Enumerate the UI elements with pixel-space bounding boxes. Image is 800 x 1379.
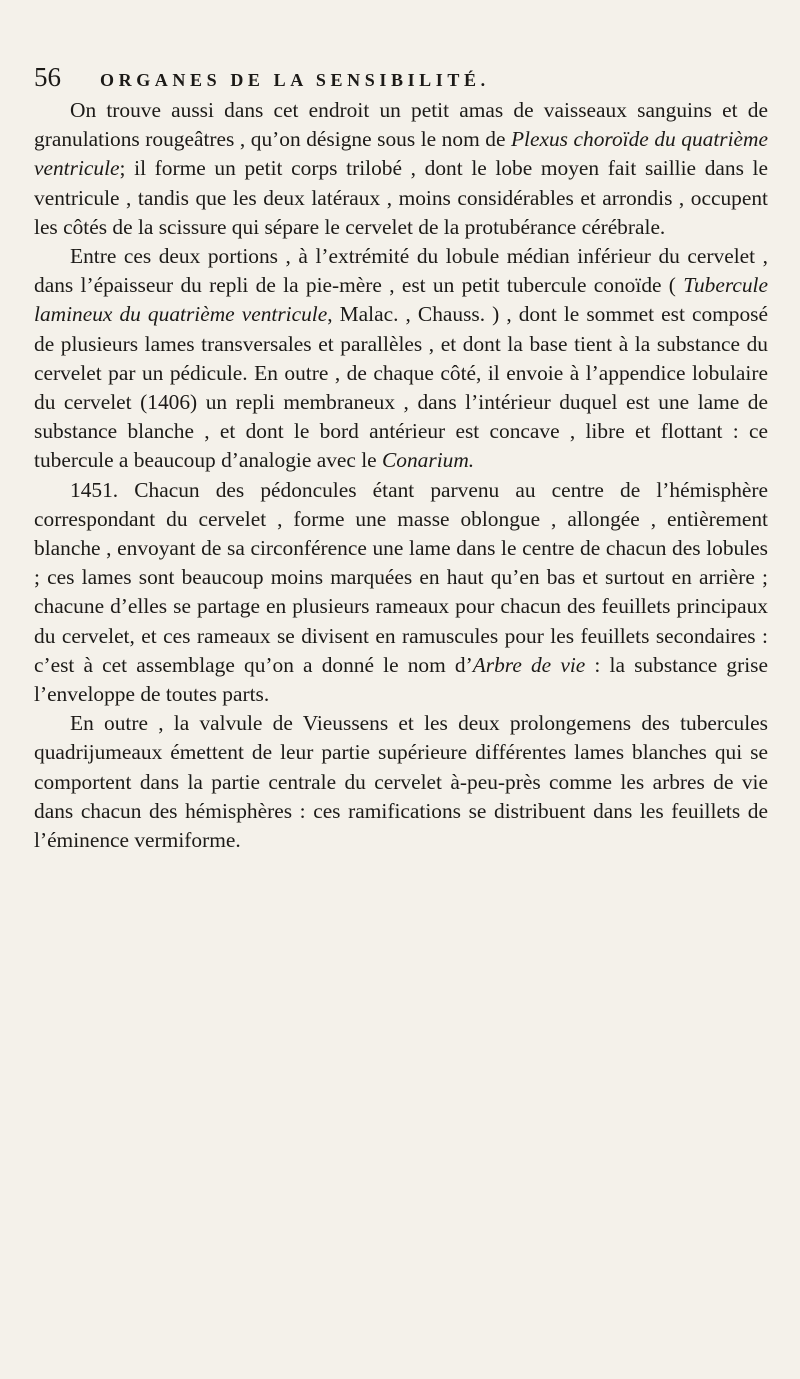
paragraph [34,709,768,855]
page-header [34,62,754,93]
text-segment: , Malac. , Chauss. ) , dont le sommet est composé de plusieurs lames transversales et parallèles , et dont la base tient à la substance du cervelet par un pédicule. En outre , de chaque côté, il envoie à l’appendice lobulaire du cervelet (1406) un repli membraneux , dans l’intérieur duquel est une lame de substance blanche , et dont le bord antérieur est concave , libre et flottant : ce tubercule a beaucoup d’analogie avec le [34,302,768,473]
italic-term: Plexus choroïde du quatrième ventricule [34,127,768,181]
text-segment: 1451. Chacun des pédoncules étant parvenu au centre de l’hémisphère correspondant du cervelet , forme une masse oblongue , allongée , entièrement blanche , envoyant de sa circonférence une lame dans le centre de chacun des lobules ; ces lames sont beaucoup moins marquées en haut qu’en bas et surtout en arrière ; chacune d’elles se partage en plusieurs rameaux pour chacun des feuillets principaux du cervelet, et ces rameaux se divisent en ramuscules pour les feuillets secondaires : c’est à cet assemblage qu’on a donné le nom d’ [34,477,768,677]
text-segment: Entre ces deux portions , à l’extrémité du lobule médian inférieur du cervelet , dans l’épaisseur du repli de la pie-mère , est un petit tubercule conoïde ( [34,244,768,298]
text-segment: : la substance grise l’enveloppe de toutes parts. [34,652,768,707]
paragraph [34,96,768,242]
text-segment: En outre , la valvule de Vieussens et les deux prolongemens des tubercules quadrijumeaux émettent de leur partie supérieure différentes lames blanches qui se comportent dans la partie centrale du cervelet à-peu-près comme les arbres de vie dans chacun des hémisphères : ces ramifications se distribuent dans les feuillets de l’éminence vermiforme. [34,711,768,853]
body-text [34,96,768,855]
paragraph [34,476,768,710]
text-segment: ; il forme un petit corps trilobé , dont le lobe moyen fait saillie dans le ventricule , tandis que les deux latéraux , moins considérables et arrondis , occupent les côtés de la scissure qui sépare le cervelet de la protubérance cérébrale. [34,156,768,239]
page-number: 56 [34,62,61,92]
running-title: ORGANES DE LA SENSIBILITÉ. [100,70,490,90]
paragraph [34,242,768,476]
italic-term: Conarium. [382,448,475,473]
italic-term: Arbre de vie [472,652,586,677]
text-segment: On trouve aussi dans cet endroit un petit amas de vaisseaux sanguins et de granulations rougeâtres , qu’on désigne sous le nom de [34,98,768,152]
italic-term: Tubercule lamineux du quatrième ventricule [34,273,768,327]
